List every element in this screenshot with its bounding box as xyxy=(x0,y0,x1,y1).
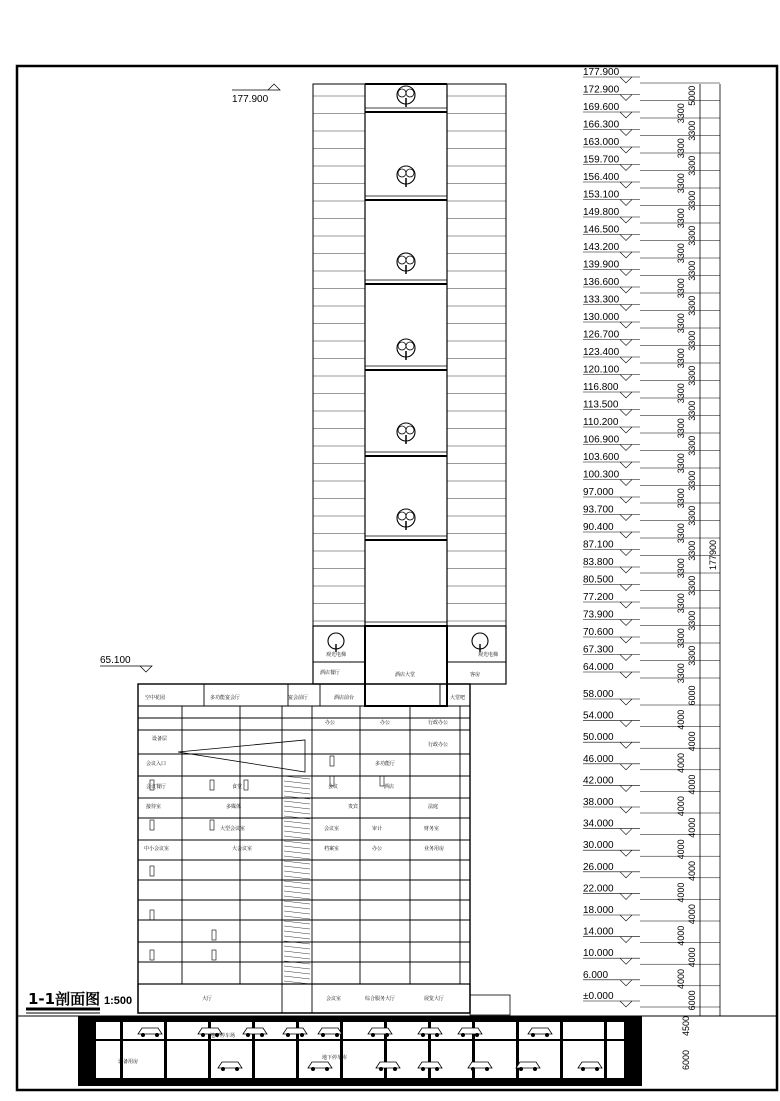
elevation-mark-label: 46.000 xyxy=(583,753,614,765)
elevation-mark-label: 136.600 xyxy=(583,277,620,288)
garage2-label: 地下停车库 xyxy=(322,1055,348,1061)
elevation-mark-label: 153.100 xyxy=(583,189,620,201)
basement-store-label: 设备用房 xyxy=(118,1059,139,1065)
elevation-mark-label: 93.700 xyxy=(583,504,614,516)
segment-dim-label: 3300 xyxy=(676,103,686,124)
garage-label: 地下停车场 xyxy=(210,1033,236,1039)
audit-label: 审计 xyxy=(372,826,383,832)
basement-dim-2: 6000 xyxy=(681,1049,691,1070)
elevation-mark-label: 130.000 xyxy=(583,312,620,323)
segment-dim-label: 3300 xyxy=(676,523,686,544)
tree-icon xyxy=(328,633,344,652)
office-c-label: 办公 xyxy=(372,846,383,852)
segment-dim-label: 3300 xyxy=(676,313,686,334)
drawing-title: 1-1剖面图 xyxy=(28,990,101,1008)
top-elevation-label: 177.900 xyxy=(232,94,269,105)
elevation-mark-label: 14.000 xyxy=(583,926,614,938)
elevation-mark-label: 34.000 xyxy=(583,818,614,830)
elevation-mark-label: 143.200 xyxy=(583,242,620,253)
office-hall-label: 会议室 xyxy=(324,826,340,832)
tree-icon xyxy=(397,86,415,107)
segment-dim-label: 3300 xyxy=(687,365,697,386)
elevation-mark-label: 156.400 xyxy=(583,172,620,183)
elevation-mark-label: 100.300 xyxy=(583,469,620,481)
elevation-mark-label: 149.800 xyxy=(583,207,620,218)
hotel-front-label: 酒店前台 xyxy=(334,695,355,701)
large-meeting-label: 大型会议室 xyxy=(220,826,246,832)
segment-dim-label: 3300 xyxy=(687,120,697,141)
tree-icon xyxy=(397,509,415,530)
podium-top-mid-label: 多功能宴会厅 xyxy=(210,695,241,701)
segment-dim-label: 3300 xyxy=(676,453,686,474)
court-label: 法庭 xyxy=(428,804,439,810)
segment-dim-label: 3300 xyxy=(676,208,686,229)
segment-dim-label: 3300 xyxy=(676,278,686,299)
elevation-mark-label: 110.200 xyxy=(583,417,619,428)
segment-dim-label: 4000 xyxy=(687,774,697,795)
segment-dim-label: 3300 xyxy=(687,540,697,561)
admin-b-label: 行政办公 xyxy=(428,742,449,748)
tree-icon xyxy=(472,633,488,652)
tree-icon xyxy=(397,166,415,187)
segment-dim-label: 3300 xyxy=(676,558,686,579)
segment-dim-label: 4000 xyxy=(676,796,686,817)
segment-dim-label: 3300 xyxy=(676,628,686,649)
conf-b-label: 酒店 xyxy=(384,784,395,790)
segment-dim-label: 4000 xyxy=(687,947,697,968)
elevation-mark-label: 106.900 xyxy=(583,434,620,446)
podium-top-right-label: 宴会前厅 xyxy=(288,695,309,701)
segment-dim-label: 4000 xyxy=(687,817,697,838)
conf-a-label: 会议 xyxy=(328,784,339,790)
tree-icon xyxy=(397,339,415,360)
elevation-mark-label: 126.700 xyxy=(583,329,620,341)
segment-dim-label: 3300 xyxy=(687,260,697,281)
elevation-mark-label: 58.000 xyxy=(583,689,614,700)
elevation-mark-label: 146.500 xyxy=(583,224,620,236)
elevation-mark-label: 83.800 xyxy=(583,557,614,568)
segment-dim-label: 4000 xyxy=(676,752,686,773)
segment-dim-label: 3300 xyxy=(676,593,686,614)
segment-dim-label: 4000 xyxy=(687,860,697,881)
elevation-mark-label: 10.000 xyxy=(583,948,614,960)
elevation-mark-label: 30.000 xyxy=(583,840,614,852)
podium-top-left-label: 空中花园 xyxy=(145,695,166,701)
elevation-mark-label: 67.300 xyxy=(583,644,614,656)
segment-dim-label: 4000 xyxy=(676,839,686,860)
segment-dim-label: 3300 xyxy=(687,190,697,211)
archive-label: 档案室 xyxy=(324,846,340,852)
vip-label: 贵宾 xyxy=(348,804,359,810)
elevation-mark-label: 166.300 xyxy=(583,119,620,131)
service-label: 综合服务大厅 xyxy=(365,996,396,1002)
segment-dim-label: 3300 xyxy=(676,173,686,194)
podium-floors xyxy=(138,684,470,1013)
tree-icon xyxy=(397,423,415,444)
elevation-mark-label: 139.900 xyxy=(583,259,620,271)
admin-a-label: 行政办公 xyxy=(428,720,449,726)
meal-label: 会议餐厅 xyxy=(146,784,167,790)
elevation-mark-label: 54.000 xyxy=(583,710,614,722)
elevation-mark-label: 113.500 xyxy=(583,399,619,411)
elevation-mark-label: 177.900 xyxy=(583,67,620,78)
elevation-mark-label: 123.400 xyxy=(583,347,620,358)
segment-dim-label: 3300 xyxy=(687,435,697,456)
ops-label: 业务用房 xyxy=(424,846,445,852)
segment-dim-label: 3300 xyxy=(676,418,686,439)
elevation-marks xyxy=(583,67,720,1007)
lobby-label: 大厅 xyxy=(202,996,213,1002)
basement-dim-1: 4500 xyxy=(681,1015,691,1036)
drawing-scale: 1:500 xyxy=(104,995,133,1007)
segment-dim-label: 4000 xyxy=(676,968,686,989)
elevation-mark-label: 172.900 xyxy=(583,84,620,96)
segment-dim-label: 3300 xyxy=(687,295,697,316)
elevation-mark-label: 87.100 xyxy=(583,539,614,551)
elevation-mark-label: 90.400 xyxy=(583,522,614,533)
segment-dim-label: 6000 xyxy=(687,990,697,1011)
segment-dim-label: 3300 xyxy=(687,610,697,631)
hall2-label: 会议室 xyxy=(326,996,342,1002)
elevation-mark-label: 22.000 xyxy=(583,883,614,895)
elevation-mark-label: ±0.000 xyxy=(583,991,614,1002)
office-b-label: 办公 xyxy=(380,720,391,726)
segment-dim-label: 3300 xyxy=(687,505,697,526)
segment-dim-label: 3300 xyxy=(687,575,697,596)
reception-label: 接待室 xyxy=(146,804,162,810)
segment-dim-label: 3300 xyxy=(687,645,697,666)
segment-dim-label: 6000 xyxy=(687,685,697,706)
exhibit-label: 展览大厅 xyxy=(424,996,445,1002)
elevation-mark-label: 64.000 xyxy=(583,662,614,673)
elevation-mark-label: 163.000 xyxy=(583,137,620,148)
elevation-mark-label: 80.500 xyxy=(583,574,614,586)
drawing-frame xyxy=(17,66,777,1090)
elevation-mark-label: 50.000 xyxy=(583,732,614,744)
crown-right-small: 观光电梯 xyxy=(478,652,499,658)
big-meeting2-label: 大会议室 xyxy=(232,846,253,852)
elevation-mark-label: 73.900 xyxy=(583,609,614,621)
elevation-mark-label: 159.700 xyxy=(583,154,620,166)
segment-dimensions xyxy=(676,86,697,1011)
office-a-label: 办公 xyxy=(325,720,336,726)
podium-elevation-label: 65.100 xyxy=(100,655,131,666)
elevation-mark-label: 26.000 xyxy=(583,861,614,873)
elevation-mark-label: 6.000 xyxy=(583,969,609,981)
segment-dim-label: 4000 xyxy=(676,882,686,903)
segment-dim-label: 3300 xyxy=(687,470,697,491)
segment-dim-label: 5000 xyxy=(687,85,697,106)
elevation-mark-label: 116.800 xyxy=(583,382,619,393)
segment-dim-label: 4000 xyxy=(676,709,686,730)
crown-left-small: 观光电梯 xyxy=(326,652,347,658)
elevation-mark-label: 97.000 xyxy=(583,487,614,498)
elevation-mark-label: 120.100 xyxy=(583,364,620,376)
segment-dim-label: 3300 xyxy=(676,138,686,159)
segment-dim-label: 3300 xyxy=(676,383,686,404)
segment-dim-label: 3300 xyxy=(687,400,697,421)
segment-dim-label: 3300 xyxy=(687,330,697,351)
multimedia-label: 多媒体 xyxy=(226,804,242,810)
meal2-label: 食堂 xyxy=(232,784,243,790)
segment-dim-label: 3300 xyxy=(676,488,686,509)
segment-dim-label: 3300 xyxy=(687,155,697,176)
elevation-mark-label: 103.600 xyxy=(583,452,620,463)
segment-dim-label: 3300 xyxy=(676,348,686,369)
crown-right-label: 客房 xyxy=(470,672,481,678)
total-height-dim: 177900 xyxy=(708,539,718,570)
finance-label: 财务室 xyxy=(424,826,440,832)
elevation-mark-label: 133.300 xyxy=(583,294,620,306)
crown-mid-label: 酒店大堂 xyxy=(395,672,416,678)
segment-dim-label: 4000 xyxy=(676,925,686,946)
segment-dim-label: 3300 xyxy=(676,663,686,684)
crown-left-label: 酒店餐厅 xyxy=(320,670,341,676)
equip-label: 设备层 xyxy=(152,736,168,742)
elevation-mark-label: 42.000 xyxy=(583,775,614,787)
elevation-mark-label: 38.000 xyxy=(583,797,614,808)
meeting-lobby-label: 会议入口 xyxy=(146,761,167,767)
multi-hall-label: 多功能厅 xyxy=(375,761,396,767)
small-meeting-label: 中小会议室 xyxy=(144,846,170,852)
segment-dim-label: 4000 xyxy=(687,731,697,752)
tree-icon xyxy=(397,253,415,274)
segment-dim-label: 3300 xyxy=(676,243,686,264)
elevation-mark-label: 77.200 xyxy=(583,592,614,603)
segment-dim-label: 4000 xyxy=(687,904,697,925)
elevation-mark-label: 18.000 xyxy=(583,905,614,916)
lobby-right-label: 大堂吧 xyxy=(450,695,466,701)
elevation-mark-label: 169.600 xyxy=(583,102,620,113)
segment-dim-label: 3300 xyxy=(687,225,697,246)
elevation-mark-label: 70.600 xyxy=(583,627,614,638)
